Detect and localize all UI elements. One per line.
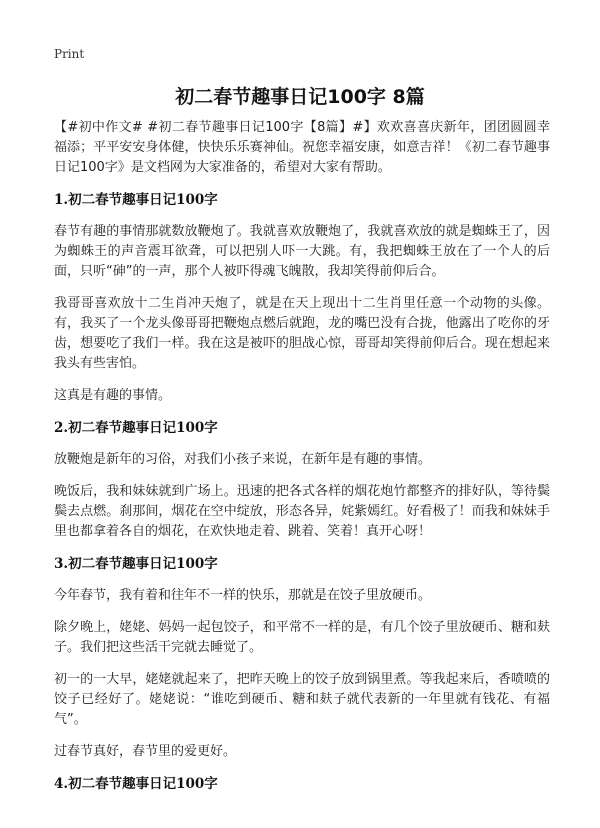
document-title: 初二春节趣事日记100字 8篇 [175,86,425,108]
section-4 [54,774,550,794]
paragraph: 今年春节，我有着和往年不一样的快乐，那就是在饺子里放硬币。 [54,588,432,603]
document-body [54,118,550,806]
section-1 [54,190,550,406]
section-heading: 3.初二春节趣事日记100字 [54,556,218,572]
paragraph: 放鞭炮是新年的习俗，对我们小孩子来说，在新年是有趣的事情。 [54,452,432,467]
print-link[interactable]: Print [54,47,85,61]
paragraph: 晚饭后，我和妹妹就到广场上。迅速的把各式各样的烟花炮竹都整齐的排好队，等待鬓鬓去点燃。刹那间，烟花在空中绽放，形态各异，姹紫嫣红。好看极了！而我和妹妹手里也都拿着各自的烟花，在欢快地走着、跳着、笑着！真开心呀！ [54,484,550,539]
section-3 [54,554,550,762]
paragraph: 除夕晚上，姥姥、妈妈一起包饺子，和平常不一样的是，有几个饺子里放硬币、糖和麸子。我们把这些活干完就去睡觉了。 [54,620,550,655]
paragraph: 春节有趣的事情那就数放鞭炮了。我就喜欢放鞭炮了，我就喜欢放的就是蜘蛛王了，因为蜘蛛王的声音震耳欲聋，可以把别人吓一大跳。有，我把蜘蛛王放在了一个人的后面，只听“砷”的一声，那个人被吓得魂飞魄散，我却笑得前仰后合。 [54,224,550,279]
paragraph: 我哥哥喜欢放十二生肖冲天炮了，就是在天上现出十二生肖里任意一个动物的头像。有，我买了一个龙头像哥哥把鞭炮点燃后就跑，龙的嘴巴没有合拢，他露出了吃你的牙齿，想要吃了我们一样。我在这是被吓的胆战心惊，哥哥却笑得前仰后合。现在想起来我头有些害怕。 [54,296,550,371]
paragraph: 过春节真好，春节里的爱更好。 [54,744,237,759]
section-heading: 4.初二春节趣事日记100字 [54,776,218,792]
paragraph: 初一的一大早，姥姥就起来了，把昨天晚上的饺子放到锅里煮。等我起来后，香喷喷的饺子已经好了。姥姥说：“谁吃到硬币、糖和麸子就代表新的一年里就有钱花、有福气”。 [54,672,550,727]
section-2 [54,418,550,542]
paragraph: 这真是有趣的事情。 [54,388,172,403]
intro-paragraph: 【#初中作文# #初二春节趣事日记100字【8篇】#】欢欢喜喜庆新年，团团圆圆幸福添；平平安安身体健，快快乐乐赛神仙。祝您幸福安康，如意吉祥！《初二春节趣事日记100字》是文档网为大家准备的，希望对大家有帮助。 [54,120,550,175]
section-heading: 2.初二春节趣事日记100字 [54,420,218,436]
section-heading: 1.初二春节趣事日记100字 [54,192,218,208]
